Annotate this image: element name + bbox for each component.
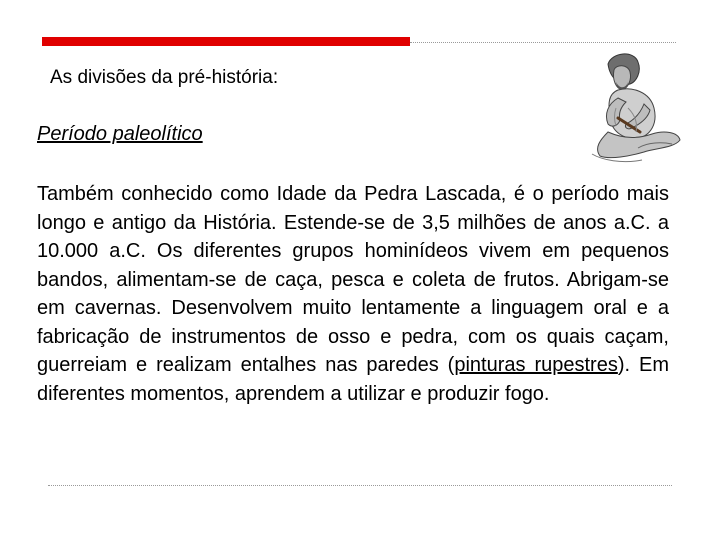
body-text-part2: ). Em diferentes momentos, aprendem a utilizar e produzir fogo. [37,354,670,405]
rock-paintings-link[interactable]: pinturas rupestres [454,354,618,376]
body-text-part1: Também conhecido como Idade da Pedra Lascada, é o período mais longo e antigo da História. Estende-se de 3,5 milhões de anos a.C. a 10.000 a.C. Os diferentes grupos hominídeos vivem em pequenos bandos, alimentam-se de caça, pesca e coleta de frutos. Abrigam-se em cavernas. Desenvolvem muito lentamente a linguagem oral e a fabricação de instrumentos de osso e pedra, com os quais caçam, guerreiam e realizam entalhes nas paredes ( [37,183,669,376]
section-heading: Período paleolítico [37,123,203,145]
accent-bar [42,37,410,46]
caveman-illustration-icon [578,48,690,166]
top-divider [410,42,676,43]
body-text [37,180,669,408]
slide-title: As divisões da pré-história: [50,67,279,88]
bottom-divider [48,485,672,486]
